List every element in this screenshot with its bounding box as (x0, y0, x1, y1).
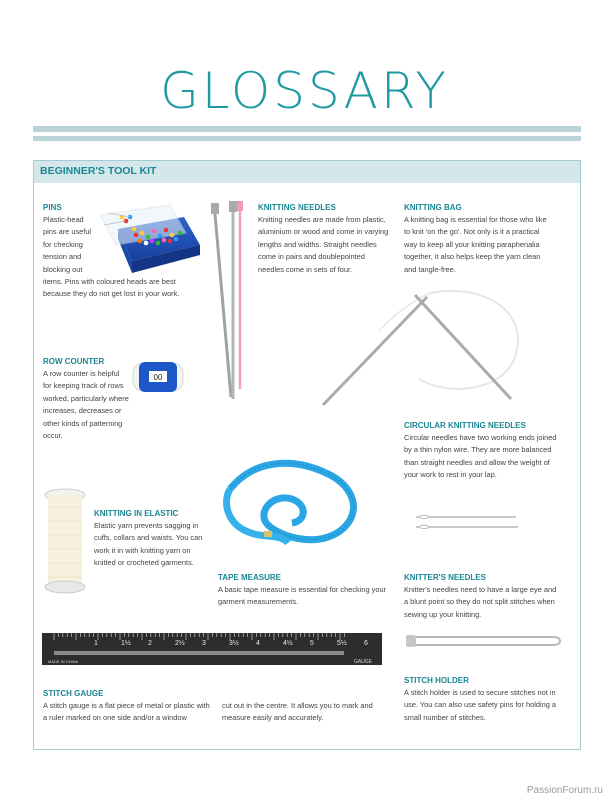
knitting-bag-text (404, 214, 547, 276)
straight-needles-image (209, 199, 249, 405)
gauge-tick-label: 3 (202, 640, 206, 647)
svg-text:00: 00 (153, 373, 163, 382)
gauge-tick-label: 4½ (283, 640, 293, 647)
knitting-in-elastic-line: Elastic yarn prevents sagging in (94, 521, 199, 530)
knitting-needles-line: lengths and widths. Straight needles (258, 239, 377, 249)
circular-needles-text (404, 432, 556, 482)
knitting-bag-line: to knit 'on the go'. Not only is it a practical (404, 227, 540, 237)
knitters-needles-image (412, 511, 522, 533)
row-counter-line: for keeping track of rows (43, 381, 124, 391)
knitting-needles-text (258, 214, 388, 276)
stitch-gauge-heading: STITCH GAUGE (43, 689, 104, 698)
tape-measure-heading: TAPE MEASURE (218, 573, 281, 582)
row-counter-image (127, 359, 189, 395)
title-divider-top (33, 126, 581, 132)
stitch-gauge-line: A stitch gauge is a flat piece of metal or plastic with (43, 701, 210, 710)
knitters-needles-line: sewing up your knitting. (404, 609, 482, 619)
pins-line: items. Pins with coloured heads are best (43, 277, 176, 287)
stitch-holder-line: small number of stitches. (404, 712, 486, 722)
knitters-needles-text (404, 584, 556, 621)
tape-measure-image (216, 451, 366, 559)
tape-measure-line: garment measurements. (218, 597, 299, 607)
row-counter-line: occur. (43, 431, 63, 441)
tool-kit-panel (33, 160, 581, 750)
gauge-tick-label: 5½ (337, 640, 347, 647)
stitch-gauge-line: a ruler marked on one side and/or a window (43, 713, 187, 723)
stitch-gauge-image (42, 631, 382, 671)
tape-measure-text (218, 584, 386, 609)
knitting-in-elastic-line: work it in with knitting yarn on (94, 545, 191, 555)
page-title: GLOSSARY (160, 62, 449, 120)
gauge-tick-label: 2½ (175, 640, 185, 647)
gauge-left-text: MADE IN CHINA (48, 659, 79, 664)
stitch-holder-line: use. You can also use safety pins for holding a (404, 700, 557, 710)
knitters-needles-line: a blunt point so they do not split stitches when (404, 597, 555, 607)
row-counter-text (43, 368, 129, 442)
circular-needles-line: Circular needles have two working ends joined (404, 433, 557, 442)
elastic-spool-image (42, 487, 88, 595)
gauge-tick-label: 5 (310, 640, 314, 647)
gauge-tick-label: 6 (364, 640, 368, 647)
pins-heading: PINS (43, 203, 62, 212)
knitting-needles-line: come in pairs and doublepointed (258, 252, 365, 262)
row-counter-line: A row counter is helpful (43, 369, 120, 378)
knitters-needles-line: Knitter's needles need to have a large eye and (404, 585, 557, 594)
knitting-bag-heading: KNITTING BAG (404, 203, 462, 212)
row-counter-line: worked, particularly where (43, 393, 129, 403)
circular-needles-line: your work to rest in your lap. (404, 470, 497, 480)
gauge-right-text: GAUGE (354, 659, 373, 665)
gauge-tick-label: 1 (94, 640, 98, 647)
circular-needles-image (319, 279, 539, 415)
gauge-tick-label: 3½ (229, 640, 239, 647)
knitting-bag-line: way to keep all your knitting paraphenalia (404, 239, 540, 249)
tape-measure-line: A basic tape measure is essential for checking your (218, 585, 387, 594)
pins-line: Plastic-head (43, 215, 84, 224)
stitch-holder-text (404, 687, 556, 724)
knitting-in-elastic-line: knitted or crocheted garments. (94, 558, 194, 568)
gauge-tick-label: 1½ (121, 640, 131, 647)
watermark: PassionForum.ru (526, 785, 603, 796)
stitch-gauge-line: measure easily and accurately. (222, 713, 324, 723)
pins-line: for checking (43, 239, 83, 249)
knitting-needles-line: aluminium or wood and come in varying (258, 227, 389, 237)
section-title: BEGINNER'S TOOL KIT (40, 165, 157, 177)
knitting-needles-heading: KNITTING NEEDLES (258, 203, 336, 212)
knitting-bag-line: together, it also helps keep the yarn clean (404, 252, 541, 262)
circular-needles-line: than straight needles and allow the weight of (404, 457, 550, 467)
knitting-needles-line: Knitting needles are made from plastic, (258, 215, 386, 224)
gauge-tick-label: 4 (256, 640, 260, 647)
pins-line: because they do not get lost in your work. (43, 289, 180, 299)
gauge-tick-label: 2 (148, 640, 152, 647)
knitting-bag-line: and tangle-free. (404, 264, 456, 274)
knitting-bag-line: A knitting bag is essential for those who like (404, 215, 547, 224)
circular-needles-line: by a thin nylon wire. They are more balanced (404, 445, 552, 455)
pins-line: pins are useful (43, 227, 92, 237)
knitting-in-elastic-heading: KNITTING IN ELASTIC (94, 509, 179, 518)
pins-line: tension and (43, 252, 82, 262)
circular-needles-heading: CIRCULAR KNITTING NEEDLES (404, 421, 526, 430)
row-counter-heading: ROW COUNTER (43, 357, 105, 366)
section-header (34, 161, 580, 183)
title-divider-bottom (33, 136, 581, 141)
row-counter-line: increases, decreases or (43, 406, 122, 416)
stitch-holder-line: A stitch holder is used to secure stitches not in (404, 688, 556, 697)
knitting-in-elastic-line: cuffs, collars and waists. You can (94, 533, 203, 543)
pins-line: blocking out (43, 264, 83, 274)
stitch-holder-image (404, 631, 564, 651)
knitting-needles-line: needles come in sets of four. (258, 264, 353, 274)
knitting-in-elastic-text (94, 520, 202, 570)
stitch-gauge-line: cut out in the centre. It allows you to mark and (222, 701, 373, 710)
row-counter-line: other kinds of patterning (43, 418, 123, 428)
stitch-gauge-text (43, 700, 210, 725)
pin-box-image (96, 203, 202, 275)
stitch-holder-heading: STITCH HOLDER (404, 676, 469, 685)
stitch-gauge-text-continued (222, 700, 373, 725)
knitters-needles-heading: KNITTER'S NEEDLES (404, 573, 486, 582)
